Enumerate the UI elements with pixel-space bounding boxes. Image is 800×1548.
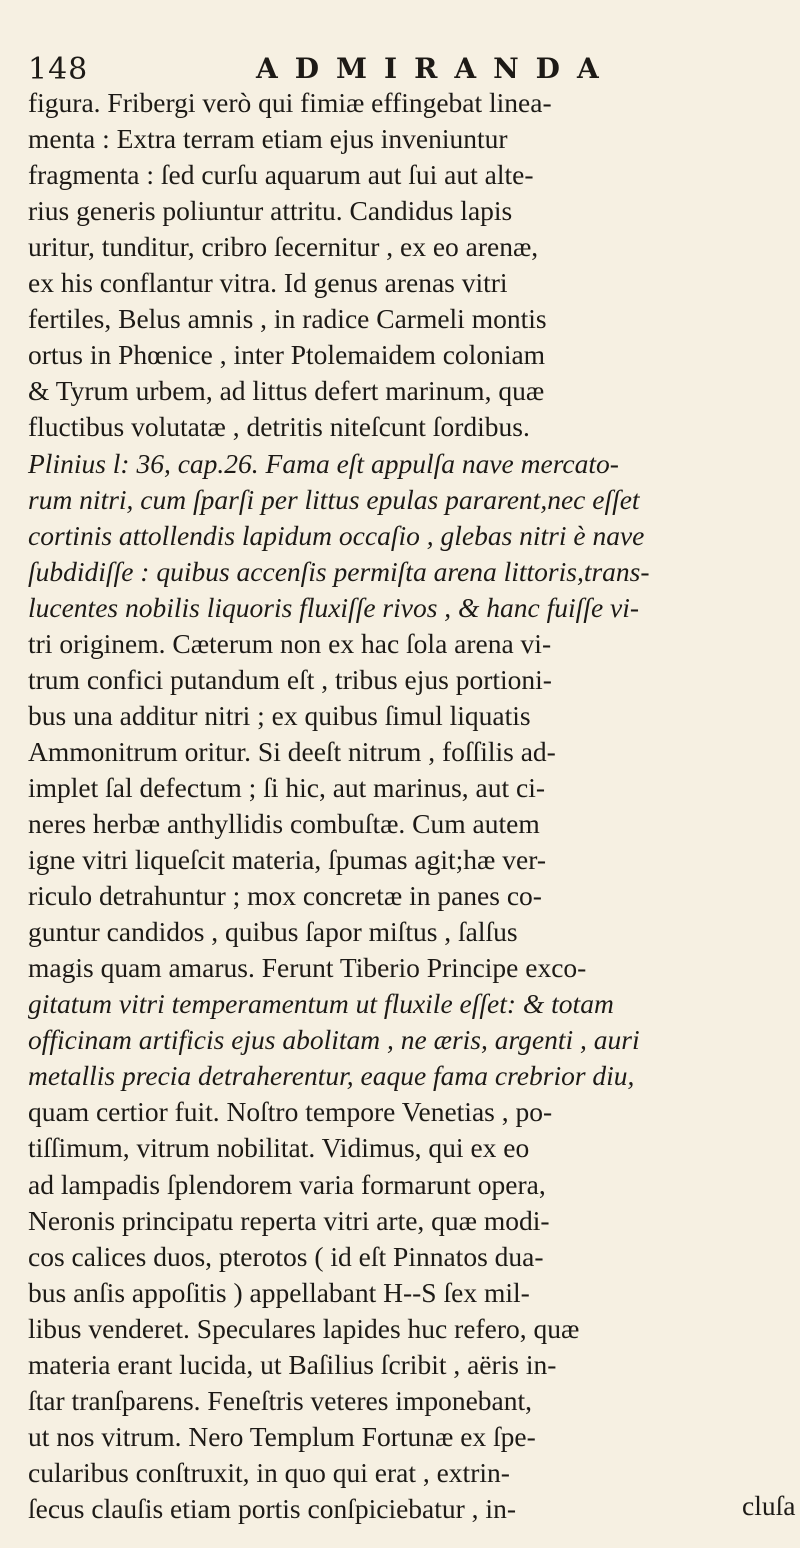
text-line: ut nos vitrum. Nero Templum Fortunæ ex ſpe- (28, 1420, 536, 1452)
text-line: figura. Fribergi verò qui fimiæ effingebat linea- (28, 87, 552, 118)
text-line: libus venderet. Speculares lapides huc refero, quæ (28, 1312, 580, 1344)
running-head: ADMIRANDA (256, 52, 616, 85)
text-line: implet ſal defectum ; ſi hic, aut marinus, aut ci- (28, 771, 545, 803)
text-line: ad lampadis ſplendorem varia formarunt opera, (28, 1168, 546, 1200)
text-line: & Tyrum urbem, ad littus defert marinum, quæ (28, 375, 545, 407)
text-line: ſecus clauſis etiam portis conſpiciebatur , in- (28, 1492, 516, 1524)
text-line: bus anſis appoſitis ) appellabant H--S ſex mil- (28, 1276, 530, 1308)
text-line: quam certior fuit. Noſtro tempore Venetias , po- (28, 1096, 553, 1128)
catchword: cluſa (742, 1490, 796, 1521)
text-line: gitatum vitri temperamentum ut fluxile eſſet: & totam (28, 988, 614, 1020)
text-line: ortus in Phœnice , inter Ptolemaidem coloniam (28, 339, 546, 371)
text-line: rius generis poliuntur attritu. Candidus lapis (28, 195, 513, 227)
page-header (28, 52, 788, 87)
page-number: 148 (28, 52, 89, 87)
text-line: igne vitri liqueſcit materia, ſpumas agit;hæ ver- (28, 844, 546, 876)
text-line: officinam artificis ejus abolitam , ne æris, argenti , auri (28, 1024, 640, 1056)
text-line: cortinis attollendis lapidum occaſio , glebas nitri è nave (28, 519, 645, 551)
text-line: trum confici putandum eſt , tribus ejus portioni- (28, 663, 552, 695)
text-line: Plinius l: 36, cap.26. Fama eſt appulſa nave mercato- (28, 447, 619, 479)
text-line: rum nitri, cum ſparſi per littus epulas pararent,nec eſſet (28, 483, 640, 515)
text-line: neres herbæ anthyllidis combuſtæ. Cum autem (28, 808, 540, 839)
text-line: bus una additur nitri ; ex quibus ſimul liquatis (28, 699, 531, 731)
text-line: ex his conflantur vitra. Id genus arenas vitri (28, 267, 508, 299)
text-line: cos calices duos, pterotos ( id eſt Pinnatos dua- (28, 1240, 544, 1272)
text-line: materia erant lucida, ut Baſilius ſcribit , aëris in- (28, 1348, 557, 1380)
text-line: ſubdidiſſe : quibus accenſis permiſta arena littoris,trans- (28, 555, 650, 587)
text-line: ſtar tranſparens. Feneſtris veteres imponebant, (28, 1384, 532, 1416)
text-line: menta : Extra terram etiam ejus inveniuntur (28, 123, 508, 155)
text-line: metallis precia detraherentur, eaque fama crebrior diu, (28, 1060, 635, 1092)
text-line: Ammonitrum oritur. Si deeſt nitrum , foſſilis ad- (28, 735, 556, 767)
text-line: fragmenta : ſed curſu aquarum aut ſui aut alte- (28, 159, 534, 191)
text-line: riculo detrahuntur ; mox concretæ in panes co- (28, 880, 542, 912)
text-line: tri originem. Cæterum non ex hac ſola arena vi- (28, 627, 552, 659)
text-line: cularibus conſtruxit, in quo qui erat , extrin- (28, 1456, 510, 1488)
text-line: fluctibus volutatæ , detritis niteſcunt ſordibus. (28, 411, 530, 443)
text-line: fertiles, Belus amnis , in radice Carmeli montis (28, 303, 547, 335)
text-line: tiſſimum, vitrum nobilitat. Vidimus, qui ex eo (28, 1132, 530, 1164)
text-line: Neronis principatu reperta vitri arte, quæ modi- (28, 1204, 550, 1236)
text-line: guntur candidos , quibus ſapor miſtus , ſalſus (28, 916, 518, 948)
text-line: uritur, tunditur, cribro ſecernitur , ex eo arenæ, (28, 231, 539, 263)
text-line: lucentes nobilis liquoris fluxiſſe rivos , & hanc fuiſſe vi- (28, 591, 640, 623)
text-line: magis quam amarus. Ferunt Tiberio Principe exco- (28, 952, 587, 984)
